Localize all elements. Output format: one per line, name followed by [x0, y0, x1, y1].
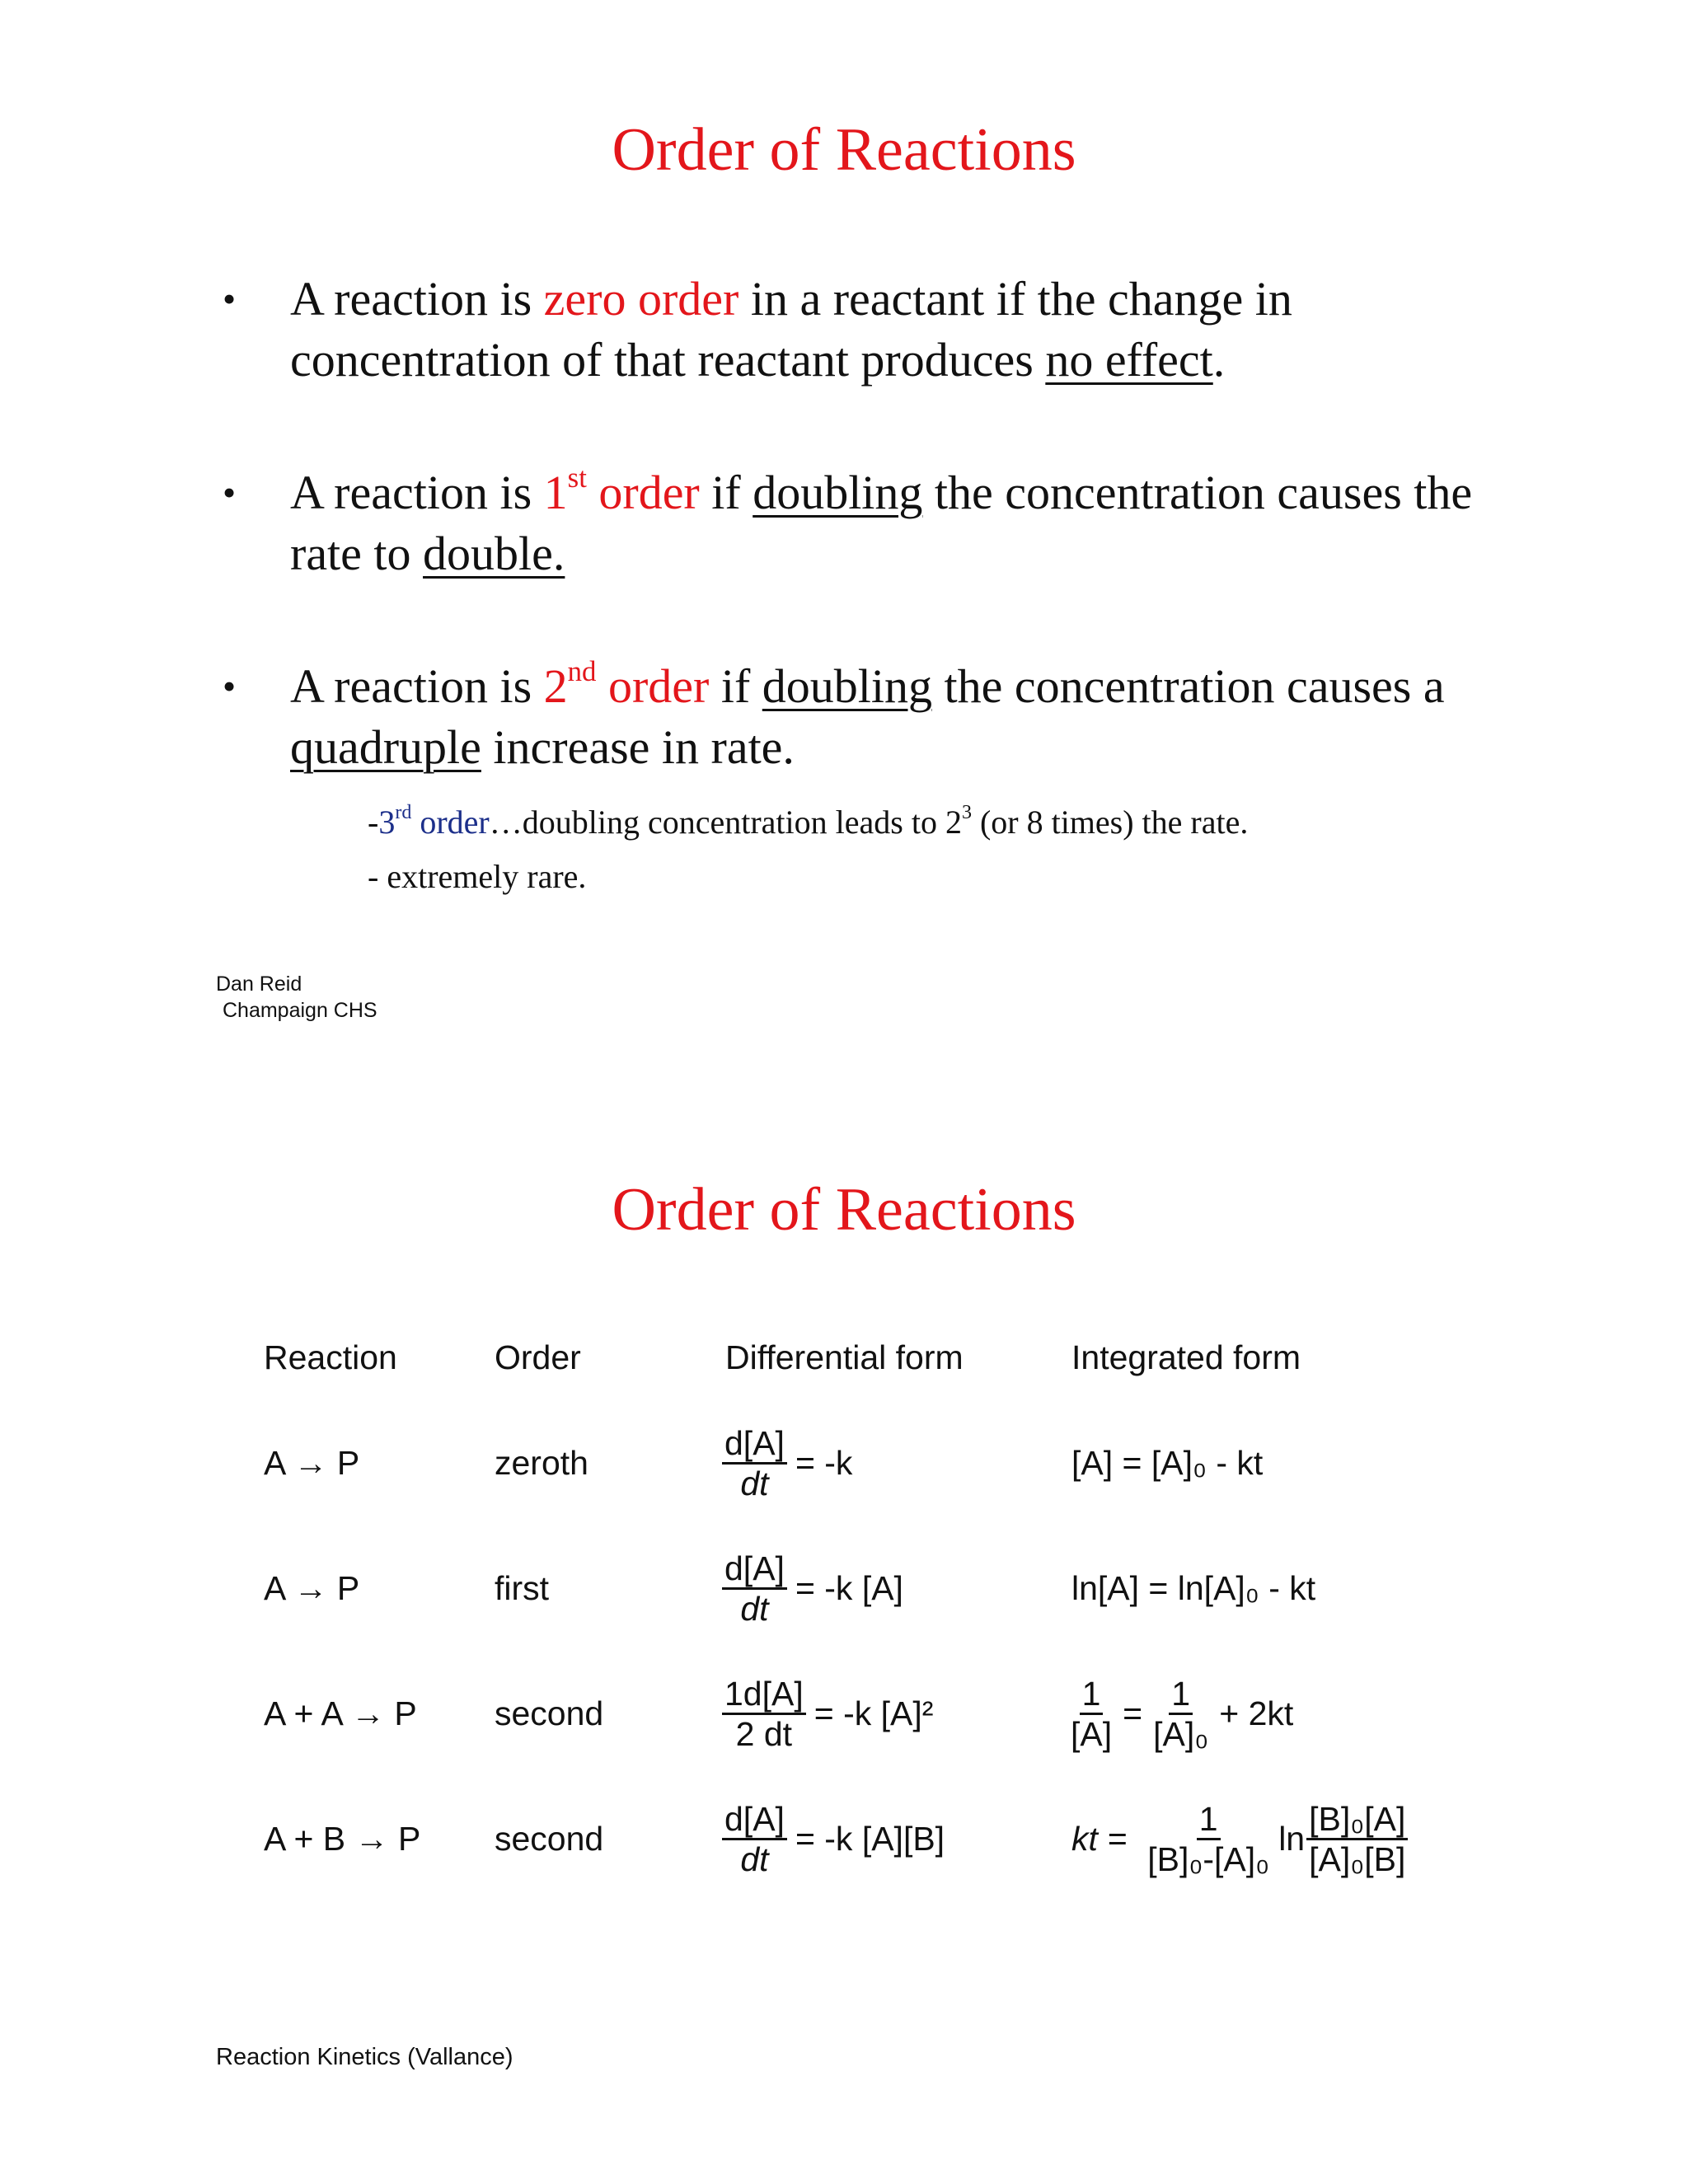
bullet-dot: •	[223, 278, 237, 320]
integrated-form: ln[A] = ln[A]₀ - kt	[1071, 1569, 1316, 1607]
bullet-text: .	[1212, 333, 1226, 387]
differential-form: $\frac{d[A]}{dt}$ = -k [A][B]	[722, 1800, 945, 1878]
header-reaction: Reaction	[264, 1338, 397, 1376]
order-term: 2nd order	[543, 654, 710, 713]
bullet-dot: •	[223, 665, 237, 707]
footer-source: Reaction Kinetics (Vallance)	[216, 2044, 513, 2070]
bullet-text: in a reactant if the change in concentration of that reactant produces	[290, 272, 1292, 387]
bullet-text: the concentration causes the rate to	[290, 466, 1473, 580]
order-term: 1st order	[543, 461, 700, 519]
slide2-title: Order of Reactions	[612, 1176, 1076, 1244]
header-order: Order	[495, 1338, 581, 1376]
header-integrated: Integrated form	[1071, 1338, 1301, 1376]
integrated-form: $\frac{1}{[A]}$ = $\frac{1}{\text{[A]₀}}$ + 2kt	[1071, 1675, 1294, 1753]
bullet-text: A reaction is	[290, 272, 544, 326]
order-cell: first	[495, 1569, 550, 1607]
reaction-cell: A + A → P	[264, 1694, 417, 1732]
bullet-text: if	[709, 659, 762, 713]
bullet-dot: •	[223, 471, 237, 513]
integrated-form: kt = $\frac{1}{\text{[B]₀-[A]₀}}$ ln $\frac{\text{[B]₀[A]}}{\text{[A]₀[B]}}$	[1071, 1800, 1408, 1878]
sub-bullet-rare: - extremely rare.	[368, 858, 587, 895]
bullet-text: A reaction is	[290, 659, 544, 713]
differential-form: $\frac{1d[A]}{2 dt}$ = -k [A]²	[722, 1675, 933, 1753]
underlined-term: doubling	[753, 466, 923, 519]
bullet-text: if	[699, 466, 753, 519]
underlined-term: doubling	[762, 659, 932, 713]
integrated-form: [A] = [A]₀ - kt	[1071, 1444, 1264, 1482]
underlined-term: quadruple	[290, 720, 481, 774]
reaction-cell: A → P	[264, 1569, 360, 1607]
underlined-term: double.	[423, 527, 565, 580]
bullet-text: A reaction is	[290, 466, 544, 519]
header-differential: Differential form	[725, 1338, 964, 1376]
order-cell: zeroth	[495, 1444, 588, 1482]
bullet-text: increase in rate.	[481, 720, 795, 774]
reaction-cell: A + B → P	[264, 1820, 421, 1858]
order-cell: second	[495, 1820, 604, 1858]
order-term: zero order	[543, 272, 739, 326]
order-cell: second	[495, 1694, 604, 1732]
school-name: Champaign CHS	[223, 999, 377, 1022]
bullet-text: the concentration causes a	[932, 659, 1445, 713]
slide1-title: Order of Reactions	[612, 116, 1076, 184]
underlined-term: no effect	[1045, 333, 1213, 387]
differential-form: $\frac{d[A]}{dt}$ = -k	[722, 1424, 852, 1502]
reaction-cell: A → P	[264, 1444, 360, 1482]
author-name: Dan Reid	[216, 972, 302, 996]
sub-bullet-third-order: -3rd order…doubling concentration leads to $2^3$ (or 8 times) the rate.	[368, 802, 1249, 841]
differential-form: $\frac{d[A]}{dt}$ = -k [A]	[722, 1549, 903, 1628]
